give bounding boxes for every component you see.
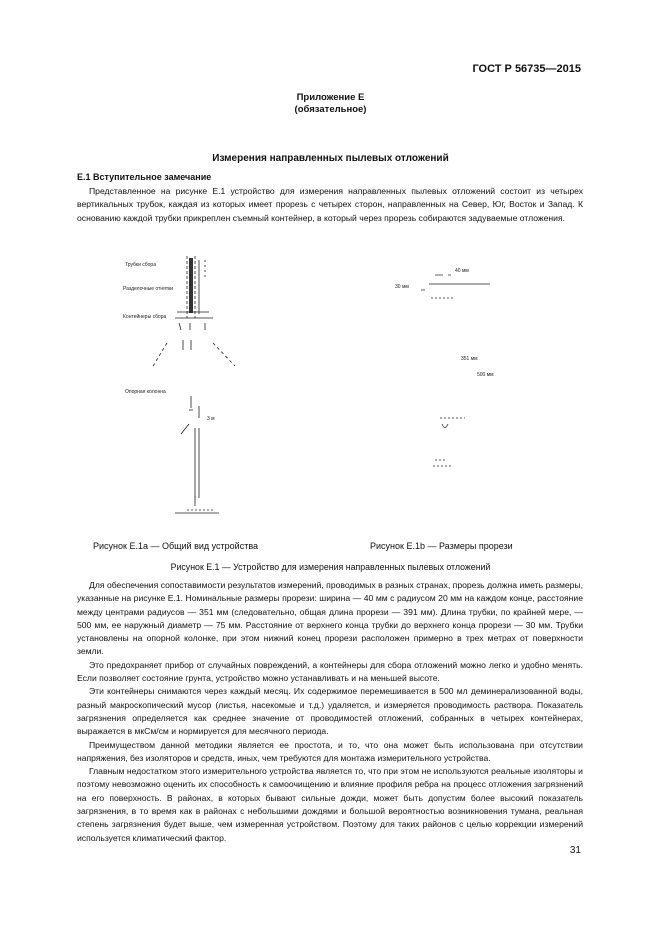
label-tube-length: 500 мм	[477, 372, 494, 378]
paragraph: Преимуществом данной методики является ее простота, и то, что она может быть использована при отсутствии напряжения, без изоляторов и средств, иных, чем требуются для монтажа измерительного устройства.	[77, 739, 583, 763]
label-containers: Контейнеры сбора	[123, 314, 167, 320]
paragraph: Это предохраняет прибор от случайных повреждений, а контейнеры для сбора отложений можно легко и удобно менять. Если позволяет состояние грунта, устройство можно устанавливать и на меньшей высоте.	[77, 659, 583, 684]
label-width: 40 мм	[455, 268, 469, 274]
slot-dimensions-view	[421, 275, 490, 466]
label-height: 3 м	[207, 416, 215, 422]
label-separators: Разделочные отнятки	[123, 286, 174, 292]
appendix-status: (обязательное)	[294, 104, 367, 115]
label-center-distance: 351 мм	[461, 356, 478, 362]
figure-caption-b: Рисунок Е.1b — Размеры прорези	[370, 541, 513, 551]
intro-paragraph: Представленное на рисунке Е.1 устройство для измерения направленных пылевых отложений состоит из четырех вертикальных трубок, каждая из которых имеет прорезь с четырех сторон, направленных на Север, Юг, Восток и Запад. К основанию каждой трубки прикреплен съемный контейнер, в который через прорезь собираются задуваемые отложения.	[77, 186, 583, 223]
device-general-view	[153, 256, 235, 513]
appendix-title: Приложение Е	[296, 92, 365, 103]
figure-e1	[95, 248, 565, 528]
label-collection-tubes: Трубки сбора	[125, 262, 156, 268]
label-support-column: Опорная колонна	[125, 389, 166, 395]
figure-caption-a: Рисунок Е.1а — Общий вид устройства	[93, 541, 259, 551]
subsection-title: Е.1 Вступительное замечание	[77, 172, 212, 182]
section-title: Измерения направленных пылевых отложений	[212, 153, 449, 164]
paragraph: Главным недостатком этого измерительного устройства является то, что при этом не используются реальные изоляторы и поэтому невозможно оценить их способность к самоочищению и влияние профиля ребра на процесс отложения загрязнений на его поверхность. В районах, в которых бывают сильные дожди, может быть допустим более высокий показатель загрязнения, в то время как в районах с небольшими дождями и большой вероятностью возникновения тумана, реальная степень загрязнения будет выше, чем измеренная устройством. Поэтому для таких районов с целью коррекции измерений используется климатический фактор.	[77, 766, 583, 843]
figure-drawing	[95, 248, 565, 528]
paragraph: Для обеспечения сопоставимости результатов измерений, проводимых в разных странах, прорезь должна иметь размеры, указанные на рисунке Е.1. Номинальные размеры прорези: ширина — 40 мм с радиусом 20 мм на каждом конце, расстояние между центрами радиусов — 351 мм (следовательно, общая длина прорези — 391 мм). Длина трубки, по крайней мере, — 500 мм, ее наружный диаметр — 75 мм. Расстояние от верхнего конца трубки до верхнего конца прорези — 30 мм. Трубки установлены на опорной колонке, при этом нижний конец прорези расположен примерно в трех метрах от поверхности земли.	[77, 580, 583, 657]
standard-header: ГОСТ Р 56735—2015	[472, 63, 581, 75]
body-text	[77, 579, 583, 845]
page-number: 31	[569, 845, 581, 856]
label-top-offset: 30 мм	[395, 284, 409, 290]
figure-caption-main: Рисунок Е.1 — Устройство для измерения направленных пылевых отложений	[170, 562, 491, 572]
paragraph: Эти контейнеры снимаются через каждый месяц. Их содержимое перемешивается в 500 мл деминерализованной воды, разный макроскопический мусор (листья, насекомые и т.д.) удаляется, и измеряется проводимость раствора. Показатель загрязнения определяется как среднее значение от проводимостей отложений, собранных в четырех контейнерах, выражается в мкСм/см и нормируется для месячного периода.	[77, 686, 583, 737]
